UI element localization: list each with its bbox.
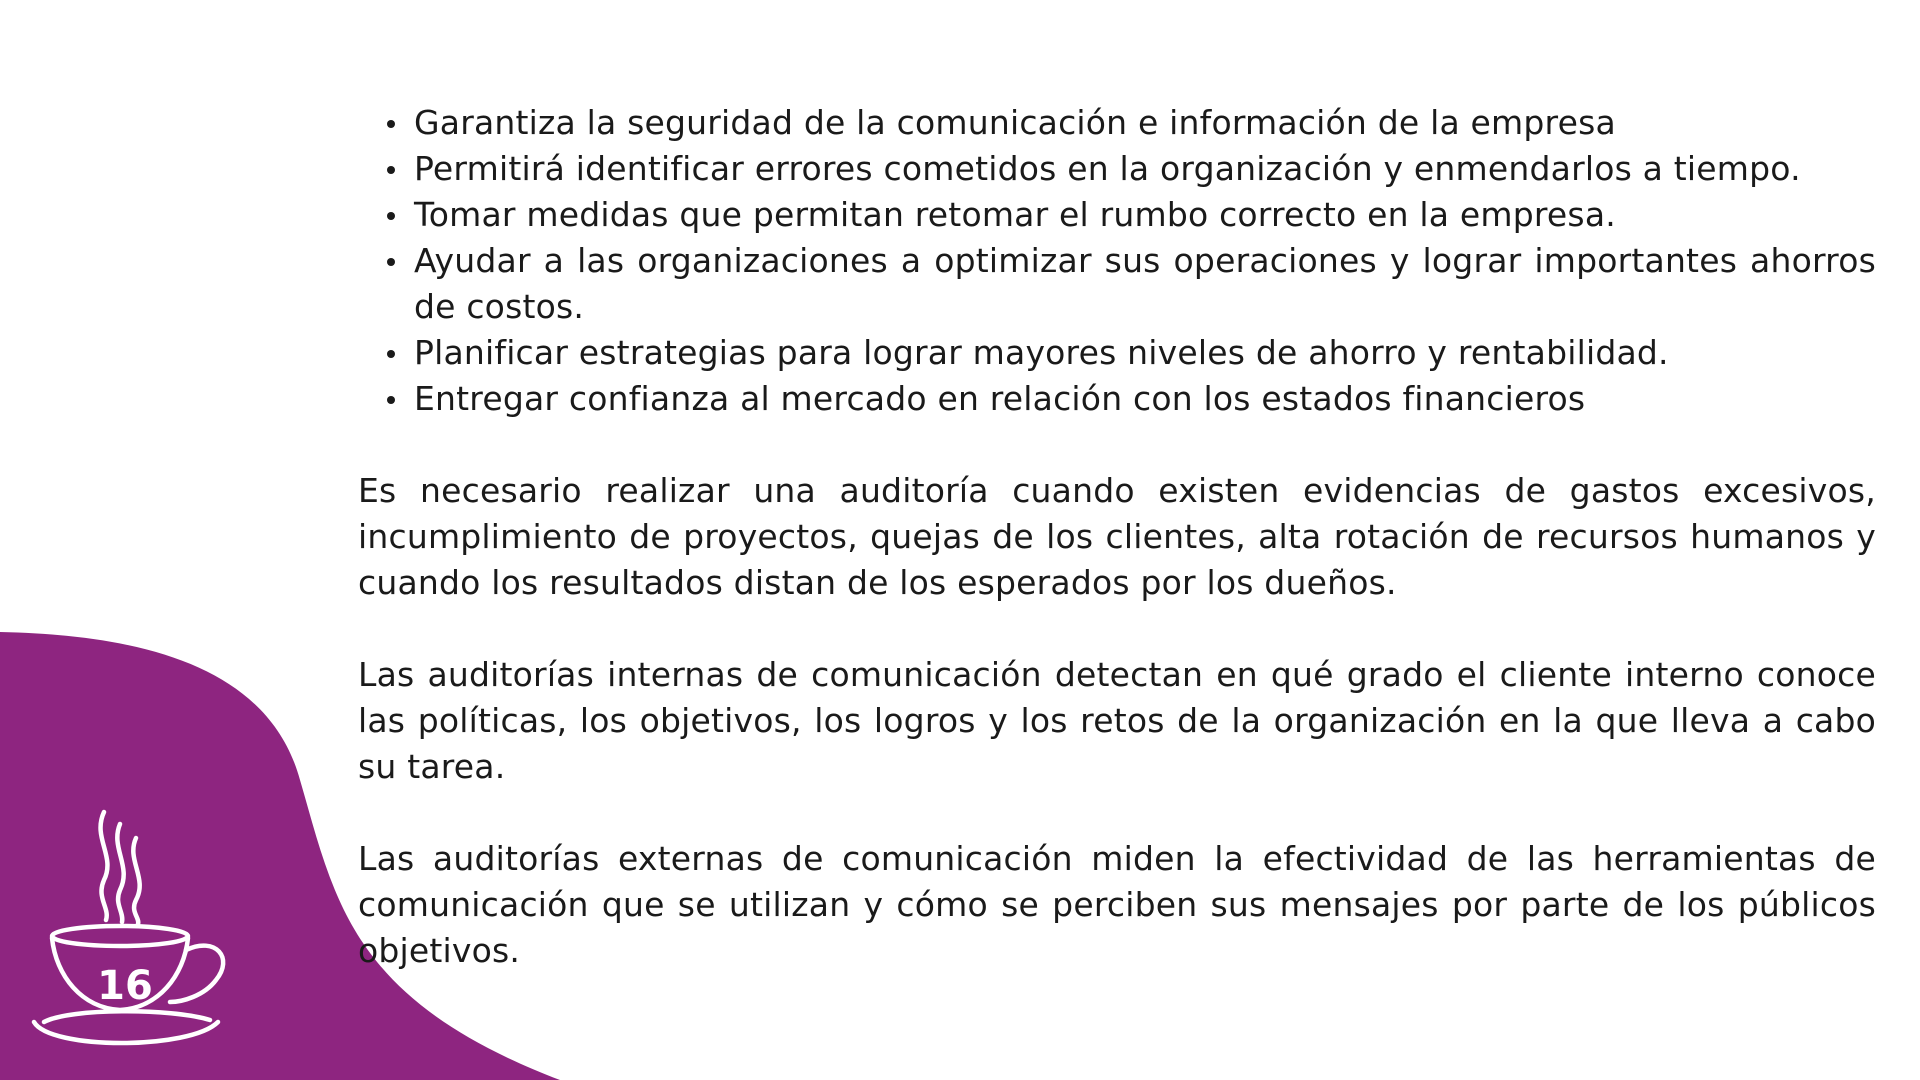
list-item: Tomar medidas que permitan retomar el rumbo correcto en la empresa.: [414, 192, 1876, 238]
list-item: Permitirá identificar errores cometidos en la organización y enmendarlos a tiempo.: [414, 146, 1876, 192]
paragraph-internal-audits: Las auditorías internas de comunicación detectan en qué grado el cliente interno conoce las políticas, los objetivos, los logros y los retos de la organización en la que lleva a cabo su tarea.: [358, 655, 1876, 786]
list-item: Entregar confianza al mercado en relación con los estados financieros: [414, 376, 1876, 422]
list-item: Garantiza la seguridad de la comunicación e información de la empresa: [414, 100, 1876, 146]
benefits-list: [358, 100, 1876, 422]
list-item: Ayudar a las organizaciones a optimizar sus operaciones y lograr importantes ahorros de costos.: [414, 238, 1876, 330]
main-content: [358, 100, 1876, 974]
page-number: 16: [97, 963, 153, 1009]
coffee-cup-icon: [20, 808, 250, 1068]
list-item: Planificar estrategias para lograr mayores niveles de ahorro y rentabilidad.: [414, 330, 1876, 376]
paragraph-external-audits: Las auditorías externas de comunicación miden la efectividad de las herramientas de comunicación que se utilizan y cómo se perciben sus mensajes por parte de los públicos objetivos.: [358, 839, 1876, 970]
paragraph-when-audit: Es necesario realizar una auditoría cuando existen evidencias de gastos excesivos, incumplimiento de proyectos, quejas de los clientes, alta rotación de recursos humanos y cuando los resultados distan de los esperados por los dueños.: [358, 471, 1876, 602]
